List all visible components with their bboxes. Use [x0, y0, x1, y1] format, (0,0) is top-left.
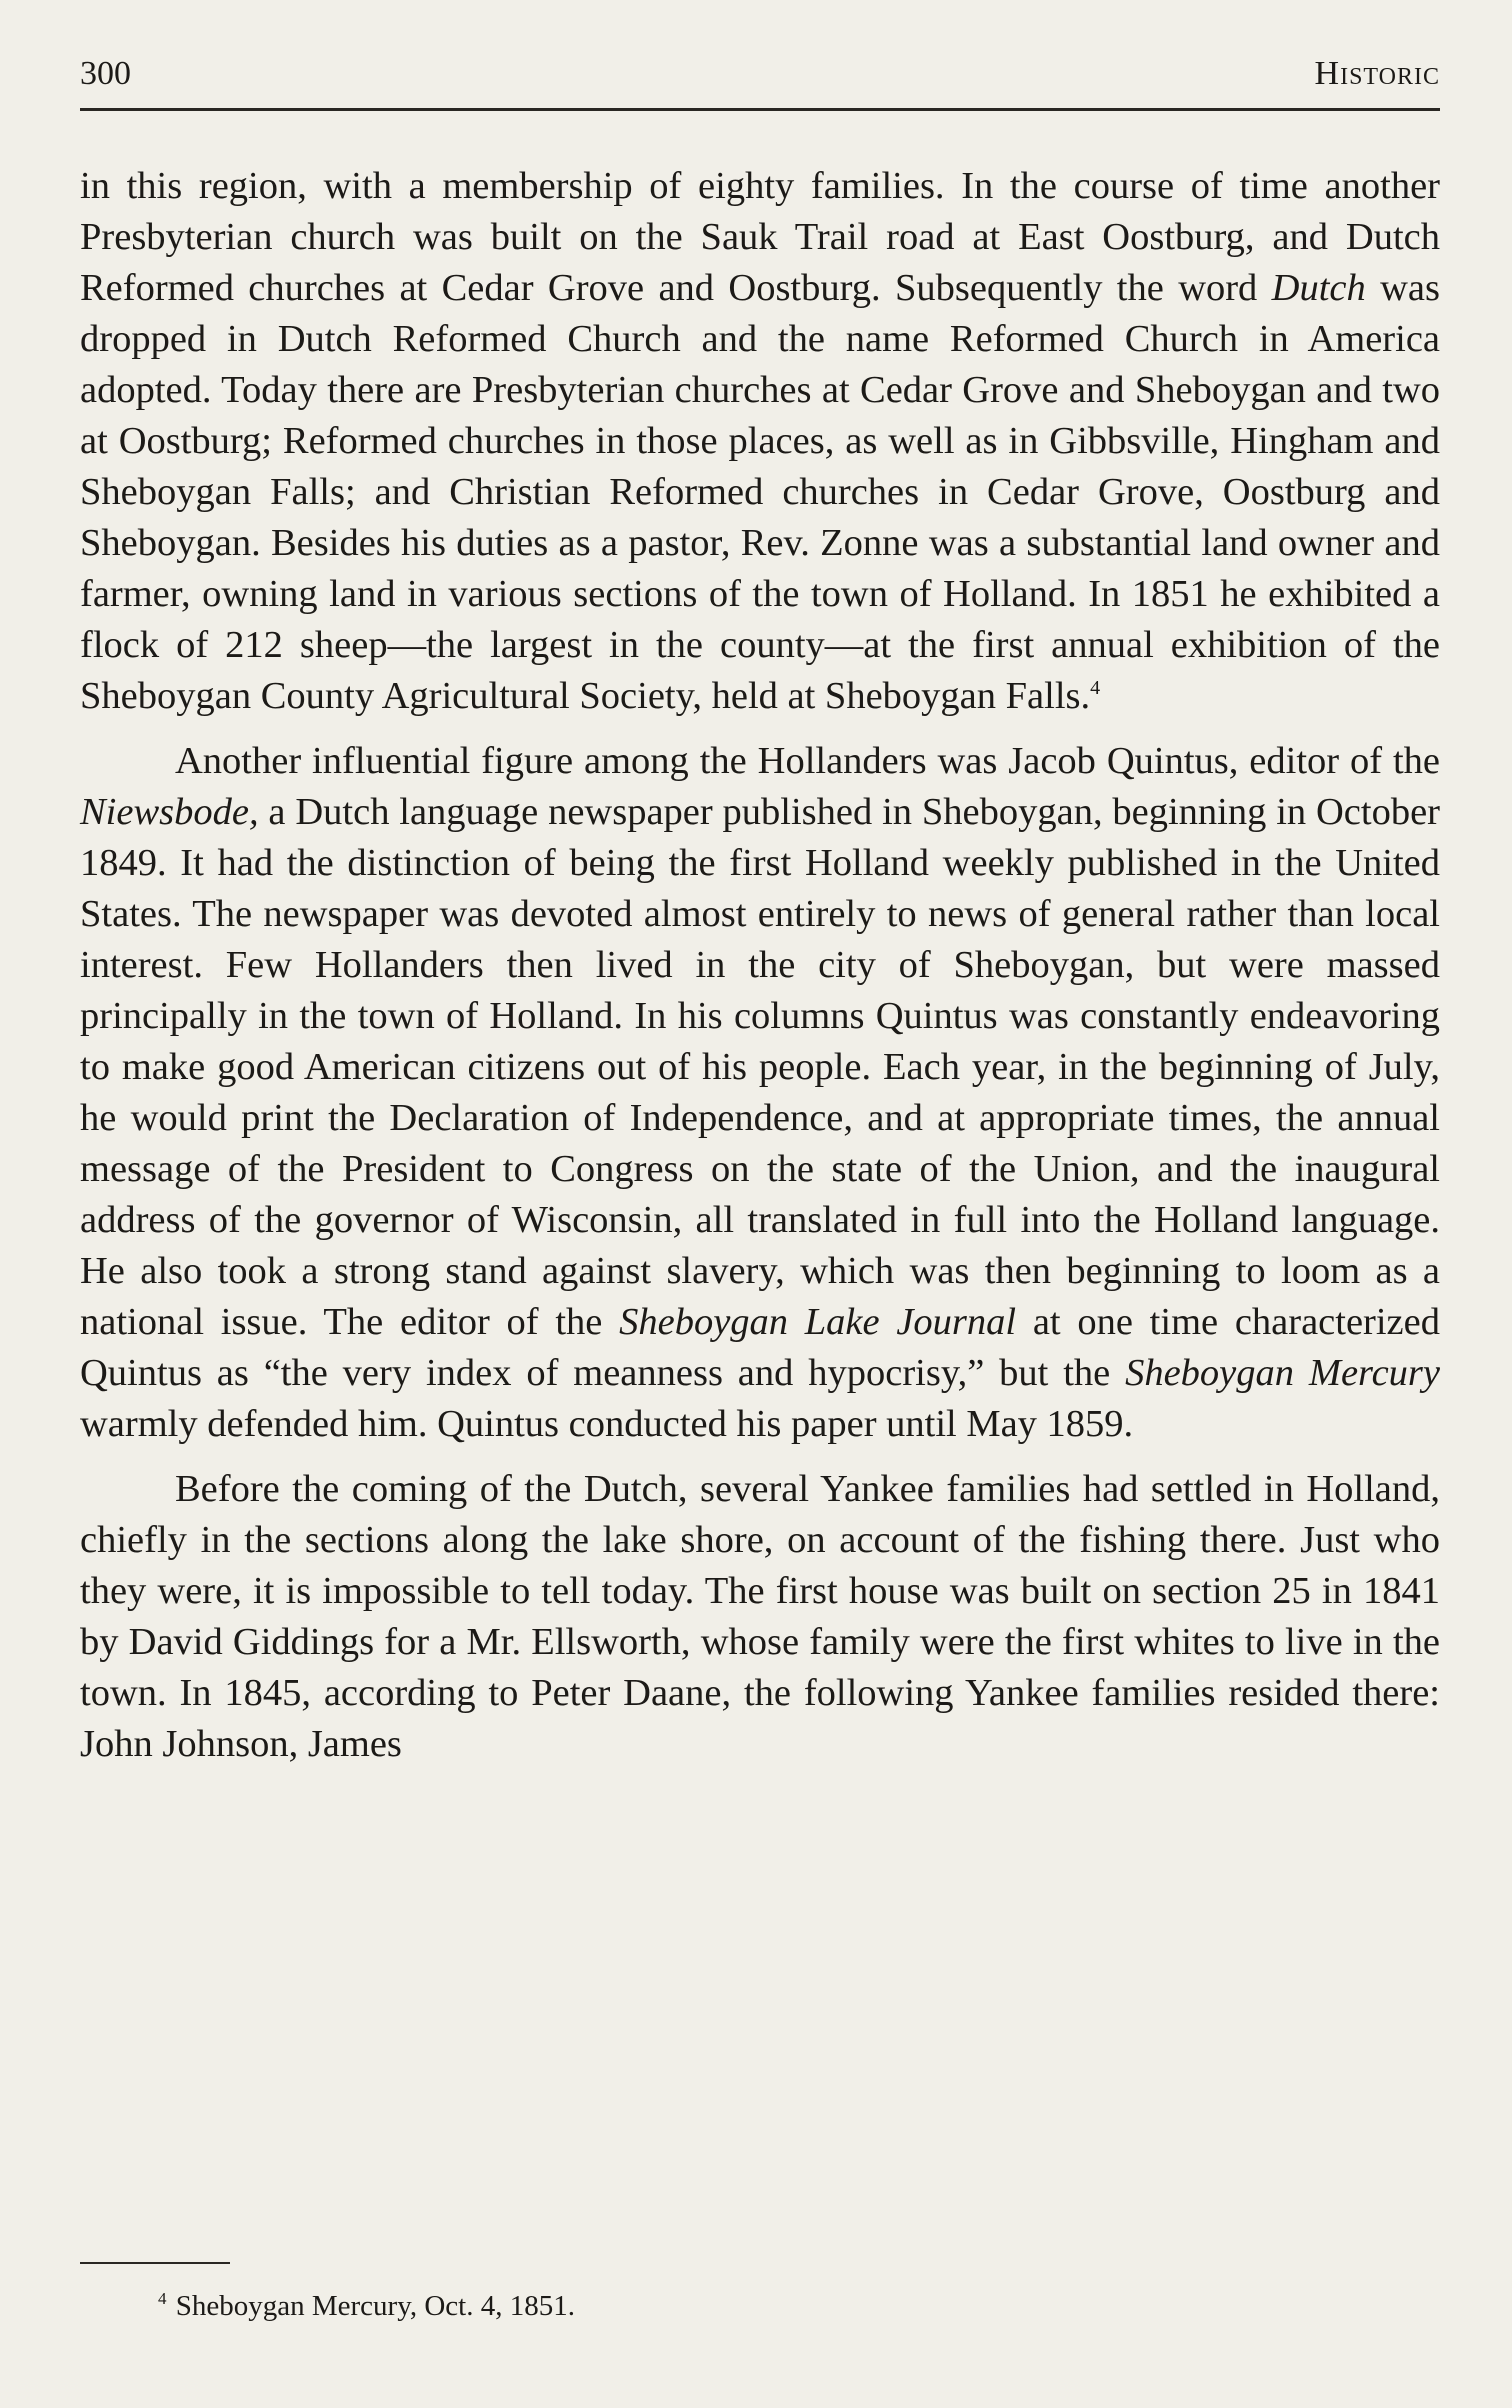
paragraph: [80, 1464, 1440, 1770]
text-segment: was dropped in Dutch Reformed Church and the name Reformed Church in America adopted. Today there are Presbyterian churches at Cedar Grove and Sheboygan and two at Oostburg; Reformed churches in those places, as well as in Gibbsville, Hingham and Sheboygan Falls; and Christian Reformed churches in Cedar Grove, Oostburg and Sheboygan. Besides his duties as a pastor, Rev. Zonne was a substantial land owner and farmer, owning land in various sections of the town of Holland. In 1851 he exhibited a flock of 212 sheep—the largest in the county—at the first annual exhibition of the Sheboygan County Agricultural Society, held at Sheboygan Falls.: [80, 267, 1440, 717]
italic-text: Sheboygan Lake Journal: [619, 1301, 1017, 1343]
book-page: [80, 48, 1440, 1770]
paragraph: [80, 161, 1440, 722]
footnote-text: Sheboygan Mercury, Oct. 4, 1851.: [175, 2290, 575, 2322]
italic-text: Sheboygan Mercury: [1125, 1352, 1440, 1394]
italic-text: Dutch: [1271, 267, 1366, 309]
text-segment: in this region, with a membership of eighty families. In the course of time another Presbyterian church was built on the Sauk Trail road at East Oostburg, and Dutch Reformed churches at Cedar Grove and Oostburg. Subsequently the word: [80, 165, 1440, 309]
header-rule: [80, 108, 1440, 111]
italic-text: Niewsbode,: [80, 791, 259, 833]
body-text: [80, 161, 1440, 1770]
footnote-reference: 4: [1090, 677, 1101, 700]
text-segment: at one time characterized Quintus as “the very index of meanness and hypocrisy,” but the: [80, 1301, 1440, 1394]
page-number: 300: [80, 55, 131, 92]
footnote-mark: 4: [158, 2289, 167, 2309]
text-segment: a Dutch language newspaper published in Sheboygan, beginning in October 1849. It had the distinction of being the first Holland weekly published in the United States. The newspaper was devoted almost entirely to news of general rather than local interest. Few Hollanders then lived in the city of Sheboygan, but were massed principally in the town of Holland. In his columns Quintus was constantly endeavoring to make good American citizens out of his people. Each year, in the beginning of July, he would print the Declaration of Independence, and at appropriate times, the annual message of the President to Congress on the state of the Union, and the inaugural address of the governor of Wisconsin, all translated in full into the Holland language. He also took a strong stand against slavery, which was then beginning to loom as a national issue. The editor of the: [80, 791, 1440, 1343]
footnote: [158, 2286, 575, 2326]
running-title: Historic: [1314, 55, 1440, 92]
footnote-rule: [80, 2262, 230, 2264]
text-segment: warmly defended him. Quintus conducted his paper until May 1859.: [80, 1403, 1134, 1445]
text-segment: Another influential figure among the Hollanders was Jacob Quintus, editor of the: [175, 740, 1440, 782]
paragraph: [80, 736, 1440, 1450]
text-segment: Before the coming of the Dutch, several Yankee families had settled in Holland, chiefly in the sections along the lake shore, on account of the fishing there. Just who they were, it is impossible to tell today. The first house was built on section 25 in 1841 by David Giddings for a Mr. Ellsworth, whose family were the first whites to live in the town. In 1845, according to Peter Daane, the following Yankee families resided there: John Johnson, James: [80, 1468, 1440, 1765]
running-head: [80, 48, 1440, 100]
